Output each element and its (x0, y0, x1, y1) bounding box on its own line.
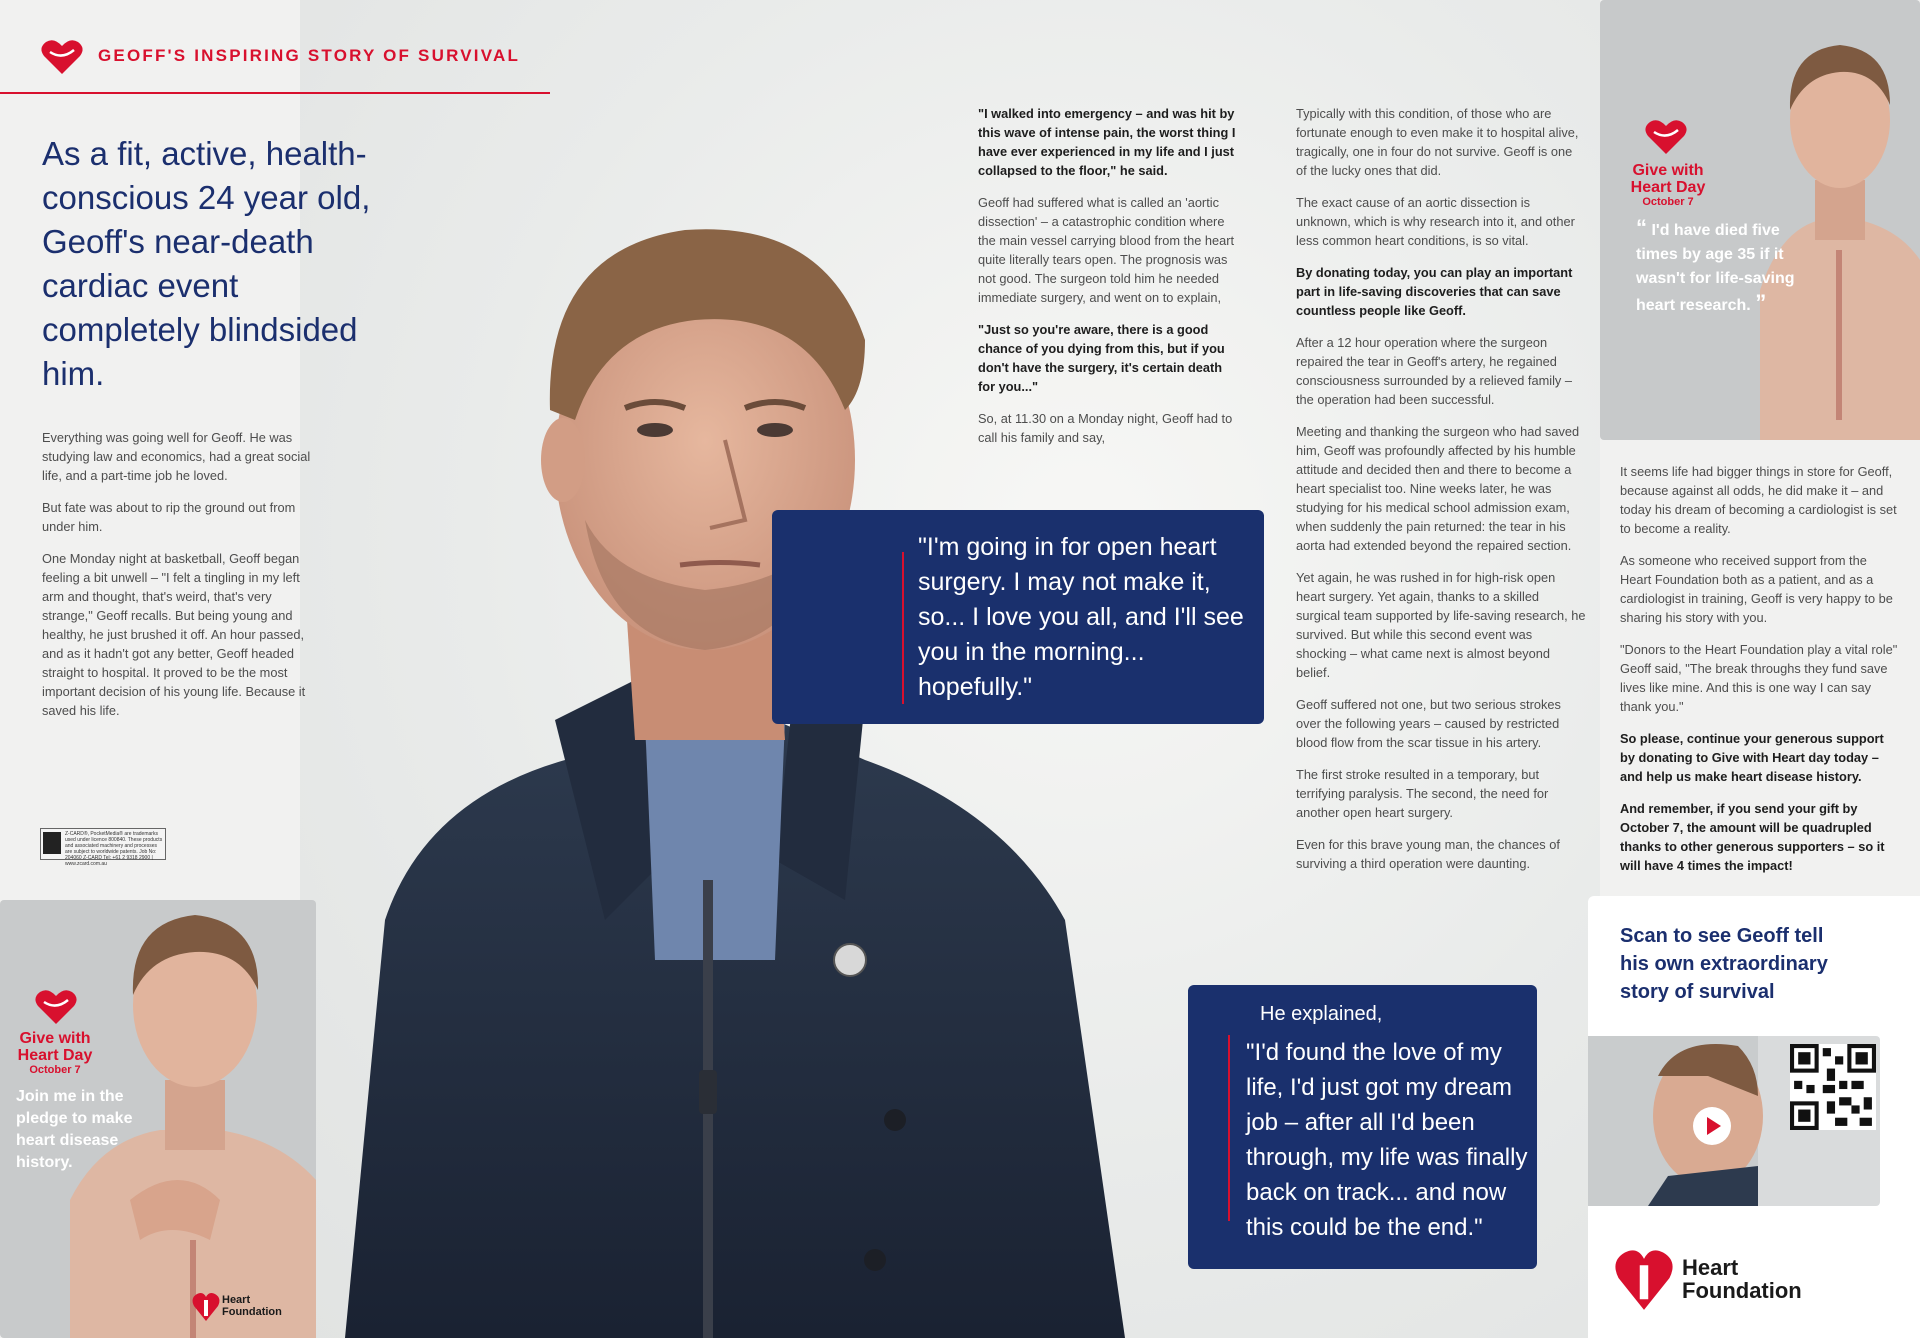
campaign-date: October 7 (1642, 196, 1694, 208)
heart-logo-icon (1644, 118, 1688, 156)
logo-line-2: Foundation (1682, 1278, 1802, 1303)
page-title: GEOFF'S INSPIRING STORY OF SURVIVAL (98, 46, 521, 65)
paragraph: Everything was going well for Geoff. He was studying law and economics, had a great social life, and a part-time job he loved. (42, 430, 311, 483)
pull-quote-text: "I'd found the love of my life, I'd just got my dream job – after all I'd been through, my life was finally back on track... and now this could be the end." (1246, 1039, 1528, 1241)
pull-quote-box (772, 510, 1264, 724)
paragraph: Typically with this condition, of those who are fortunate enough to even make it to hospital alive, tragically, one in four do not survive. Geoff is one of the lucky ones that did. (1296, 106, 1579, 178)
close-quote-icon: ” (1755, 290, 1767, 315)
story-column-2 (978, 104, 1240, 460)
quote-accent-bar (1228, 1035, 1230, 1221)
scan-prompt: Scan to see Geoff tell his own extraordinary story of survival (1620, 925, 1828, 1003)
video-thumbnail-photo (1588, 1036, 1758, 1206)
panel-quote (1636, 216, 1816, 318)
headline: As a fit, active, health-conscious 24 year old, Geoff's near-death cardiac event completely blindsided him. (42, 135, 371, 392)
campaign-date: October 7 (29, 1064, 81, 1076)
play-button-icon[interactable] (1692, 1106, 1732, 1146)
video-scan-card (1588, 896, 1920, 1338)
paragraph: The first stroke resulted in a temporary, but terrifying paralysis. The second, the need for another open heart surgery. (1296, 767, 1549, 820)
paragraph: It seems life had bigger things in store for Geoff, because against all odds, he did make it – and today his dream of becoming a cardiologist is set to become a reality. (1620, 464, 1897, 536)
paragraph: So please, continue your generous support by donating to Give with Heart day today – and help us make heart disease history. (1620, 731, 1884, 784)
pull-quote-box-2 (1188, 985, 1537, 1269)
campaign-line-1: Give with (19, 1030, 91, 1047)
paragraph: But fate was about to rip the ground out from under him. (42, 500, 296, 534)
logo-line-1: Heart (222, 1294, 251, 1306)
story-column-3 (1296, 104, 1586, 886)
paragraph: Geoff suffered not one, but two serious strokes over the following years – caused by restricted blood flow from the scar tissue in his artery. (1296, 697, 1561, 750)
qr-code-icon[interactable] (1790, 1044, 1876, 1130)
paragraph: "Donors to the Heart Foundation play a vital role" Geoff said, "The break throughs they fund save lives like mine. And this is one way I can say thank you." (1620, 642, 1898, 714)
paragraph: As someone who received support from the Heart Foundation both as a patient, and as a cardiologist in training, Geoff is very happy to be sharing his story with you. (1620, 553, 1893, 625)
campaign-panel-bottom (0, 900, 316, 1338)
zcard-trademark-badge (40, 828, 166, 867)
story-column-1 (42, 428, 312, 733)
paragraph: One Monday night at basketball, Geoff began feeling a bit unwell – "I felt a tingling in my left arm and thought, that's weird, that's very strange," Geoff recalls. But being young and healthy, he just brushed it off. An hour passed, and as it hadn't got any better, Geoff headed straight to hospital. It proved to be the most important decision of his young life. Because it saved his life. (42, 551, 306, 718)
paragraph: "Just so you're aware, there is a good chance of you dying from this, but if you don't have the surgery, it's certain death for you..." (978, 322, 1225, 394)
paragraph: By donating today, you can play an important part in life-saving discoveries that can save countless people like Geoff. (1296, 265, 1573, 318)
campaign-line-1: Give with (1632, 162, 1704, 179)
pledge-text: Join me in the pledge to make heart disease history. (16, 1088, 133, 1171)
heart-logo-icon (40, 38, 84, 76)
video-thumbnail[interactable] (1588, 1036, 1880, 1206)
campaign-panel-top (1600, 0, 1920, 440)
heart-foundation-logo-text (1682, 1256, 1802, 1302)
heart-foundation-logo-icon (1614, 1244, 1674, 1312)
paragraph: Even for this brave young man, the chances of surviving a third operation were daunting. (1296, 837, 1560, 871)
campaign-line-2: Heart Day (1630, 179, 1706, 196)
header-divider (0, 92, 550, 94)
logo-line-1: Heart (1682, 1255, 1739, 1280)
campaign-line-2: Heart Day (17, 1047, 93, 1064)
paragraph: Meeting and thanking the surgeon who had saved him, Geoff was profoundly affected by his humble attitude and decided then and there to become a heart specialist too. Nine weeks later, he was studying for his medical school admission exam, when suddenly the pain returned: the tear in his aorta had extended beyond the repaired section. (1296, 424, 1580, 553)
logo-line-2: Foundation (222, 1306, 282, 1318)
heart-logo-icon (34, 988, 78, 1026)
paragraph: "I walked into emergency – and was hit by this wave of intense pain, the worst thing I have ever experienced in my life and I just collapsed to the floor," he said. (978, 106, 1236, 178)
pull-quote-text: "I'm going in for open heart surgery. I may not make it, so... I love you all, and I'll see you in the morning... hopefully." (918, 533, 1244, 701)
campaign-badge (1620, 162, 1716, 208)
zcard-logo-icon (43, 832, 61, 854)
pull-quote-lead: He explained, (1260, 1003, 1383, 1025)
open-quote-icon: “ (1636, 215, 1647, 240)
paragraph: Geoff had suffered what is called an 'aortic dissection' – a catastrophic condition where the main vessel carrying blood from the heart quite literally tears open. The prognosis was not good. The surgeon told him he needed immediate surgery, and went on to explain, (978, 195, 1235, 305)
story-column-4 (1620, 462, 1898, 888)
campaign-badge (10, 1030, 100, 1076)
heart-foundation-logo-text (222, 1294, 282, 1318)
panel-quote-text: I'd have died five times by age 35 if it wasn't for life-saving heart research. (1636, 222, 1795, 314)
paragraph: After a 12 hour operation where the surgeon repaired the tear in Geoff's artery, he regained consciousness surrounded by a relieved family – the operation had been successful. (1296, 335, 1572, 407)
heart-foundation-logo-icon (192, 1290, 220, 1322)
paragraph: And remember, if you send your gift by October 7, the amount will be quadrupled thanks to other generous supporters – so it will have 4 times the impact! (1620, 801, 1885, 873)
paragraph: The exact cause of an aortic dissection is unknown, which is why research into it, and other less common heart conditions, is so vital. (1296, 195, 1575, 248)
zcard-text: Z-CARD®, PocketMedia® are trademarks used under licence 800840. These products and associated machinery and processes are subject to worldwide patents. Job No: 204060 Z-CARD Tel: +61 2 9318 2900 | www.zcard.com.au (65, 831, 163, 867)
paragraph: Yet again, he was rushed in for high-risk open heart surgery. Yet again, thanks to a skilled surgical team supported by life-saving research, he survived. But while this second event was shocking – what came next is almost beyond belief. (1296, 570, 1586, 680)
paragraph: So, at 11.30 on a Monday night, Geoff had to call his family and say, (978, 411, 1233, 445)
quote-accent-bar (902, 552, 904, 704)
